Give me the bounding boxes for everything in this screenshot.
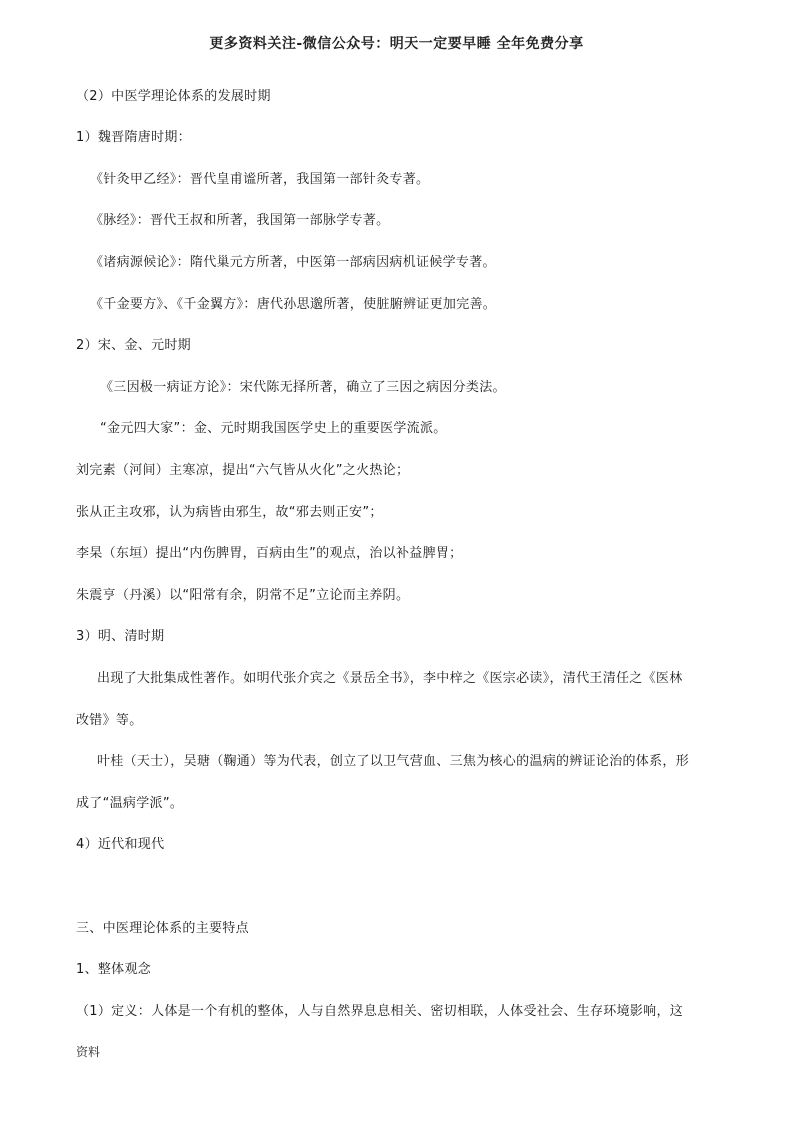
- paragraph-holism-definition: （1）定义：人体是一个有机的整体，人与自然界息息相关、密切相联，人体受社会、生存环境影响，这: [76, 1004, 684, 1019]
- paragraph-qianjin-fang: 《千金要方》、《千金翼方》：唐代孙思邈所著，使脏腑辨证更加完善。: [90, 297, 497, 312]
- paragraph-liu-wansu: 刘完素（河间）主寒凉，提出“六气皆从火化”之火热论；: [76, 463, 410, 478]
- paragraph-compilations-line1: 出现了大批集成性著作。如明代张介宾之《景岳全书》，李中梓之《医宗必读》，清代王清任之《医林: [97, 671, 683, 686]
- paragraph-li-gao: 李杲（东垣）提出“内伤脾胃，百病由生”的观点，治以补益脾胃；: [76, 546, 463, 561]
- paragraph-zhenjiu-jiayi-jing: 《针灸甲乙经》：晋代皇甫谧所著，我国第一部针灸专著。: [90, 172, 430, 187]
- page-footer: 资料: [76, 1045, 101, 1059]
- paragraph-wenbing-school-line1: 叶桂（天士），吴瑭（鞠通）等为代表，创立了以卫气营血、三焦为核心的温病的辨证论治的体系，形: [97, 754, 690, 769]
- paragraph-zhu-zhenheng: 朱震亨（丹溪）以“阳常有余，阴常不足”立论而主养阴。: [76, 588, 410, 603]
- section-heading-development-period: （2）中医学理论体系的发展时期: [76, 89, 271, 104]
- paragraph-jin-yuan-four-masters: “金元四大家”：金、元时期我国医学史上的重要医学流派。: [100, 421, 447, 436]
- subheading-wei-jin-sui-tang: 1）魏晋隋唐时期：: [76, 130, 191, 145]
- paragraph-zhang-congzheng: 张从正主攻邪，认为病皆由邪生，故“邪去则正安”；: [76, 505, 383, 520]
- paragraph-wenbing-school-line2: 成了“温病学派”。: [76, 796, 184, 811]
- subheading-holism: 1、整体观念: [76, 962, 152, 977]
- paragraph-compilations-line2: 改错》等。: [76, 713, 143, 728]
- subheading-modern: 4）近代和现代: [76, 837, 165, 852]
- page-header: 更多资料关注-微信公众号：明天一定要早睡 全年免费分享: [209, 36, 584, 52]
- paragraph-sanyin-fang-lun: 《三因极一病证方论》：宋代陈无择所著，确立了三因之病因分类法。: [100, 380, 506, 395]
- section-heading-main-features: 三、中医理论体系的主要特点: [76, 921, 249, 936]
- paragraph-zhubing-yuanhou-lun: 《诸病源候论》：隋代巢元方所著，中医第一部病因病机证候学专著。: [90, 255, 496, 270]
- paragraph-mai-jing: 《脉经》：晋代王叔和所著，我国第一部脉学专著。: [90, 213, 390, 228]
- subheading-ming-qing: 3）明、清时期: [76, 629, 165, 644]
- subheading-song-jin-yuan: 2）宋、金、元时期: [76, 338, 191, 353]
